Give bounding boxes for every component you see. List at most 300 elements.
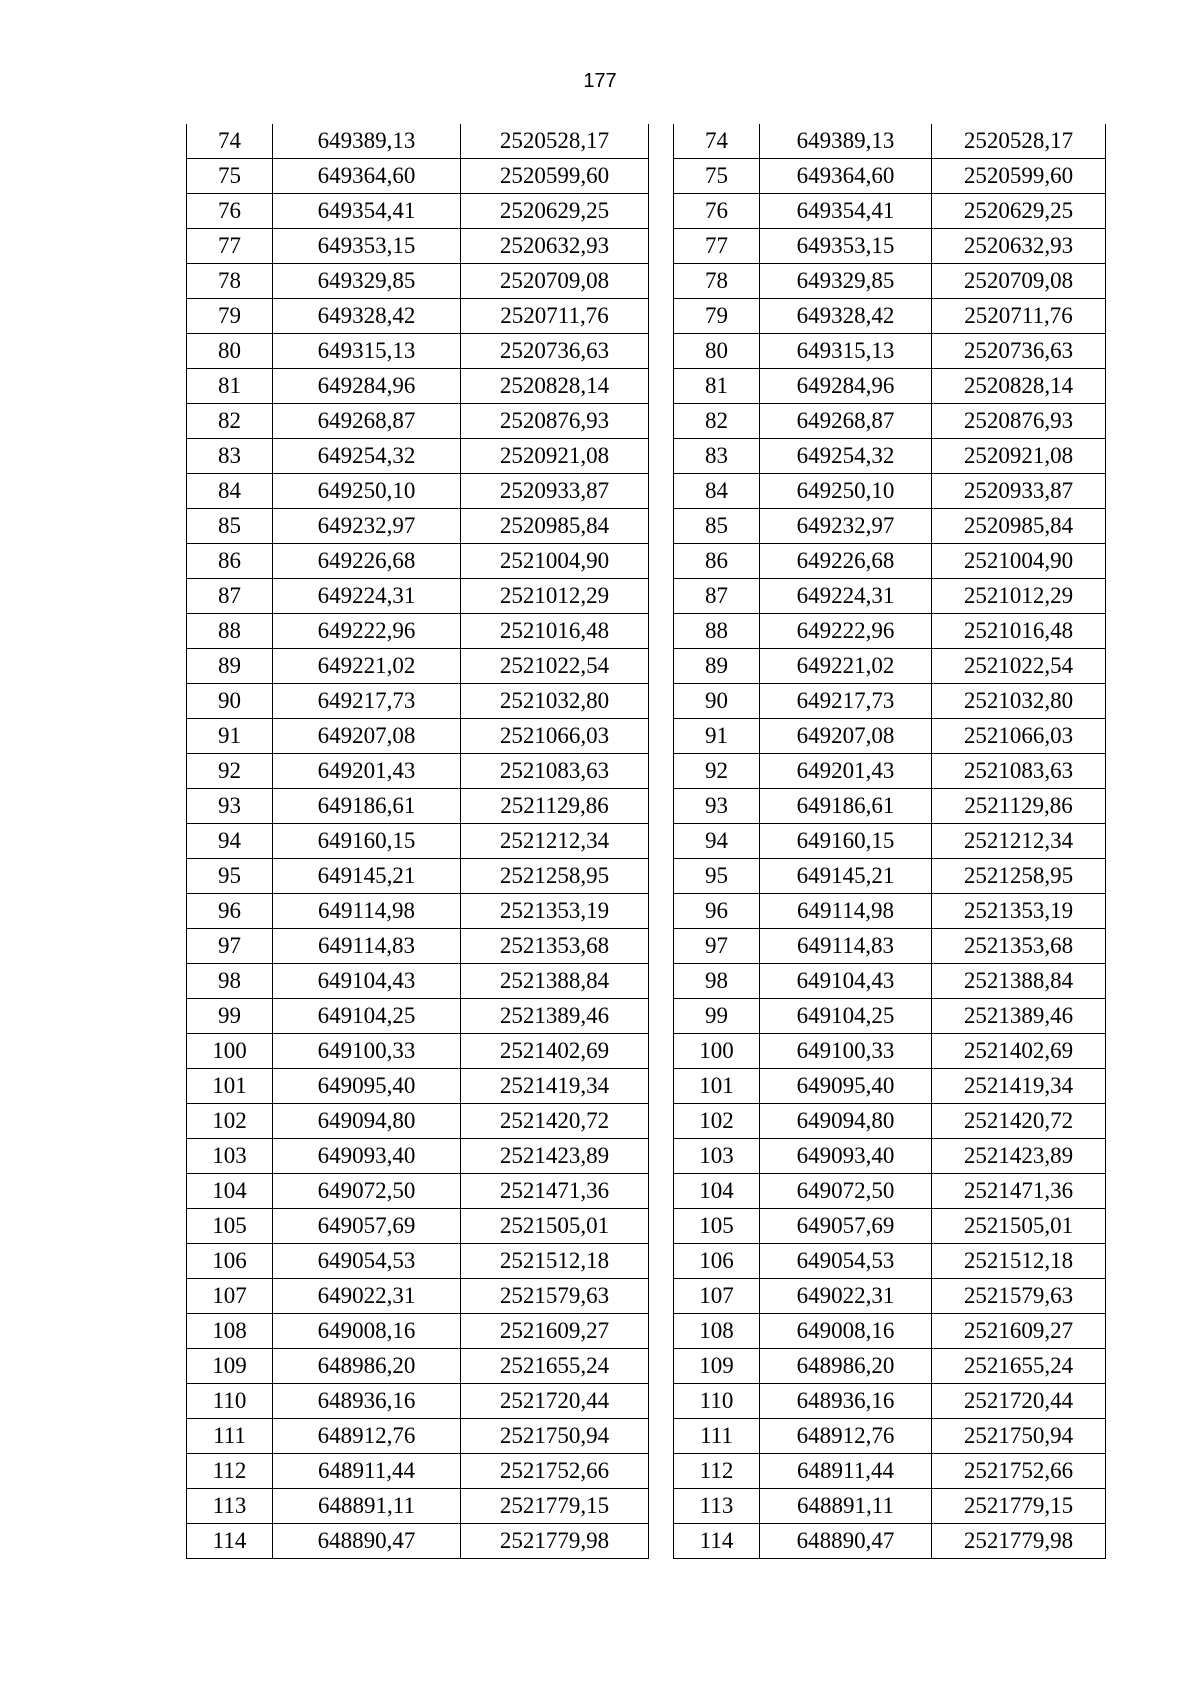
y-coordinate-cell: 2520933,87 [461, 474, 649, 509]
y-coordinate-cell: 2521389,46 [932, 999, 1106, 1034]
table-row [674, 159, 1106, 194]
point-number-cell: 113 [674, 1489, 760, 1524]
y-coordinate-cell: 2521779,15 [461, 1489, 649, 1524]
x-coordinate-cell: 648986,20 [760, 1349, 932, 1384]
y-coordinate-cell: 2520921,08 [461, 439, 649, 474]
x-coordinate-cell: 649217,73 [760, 684, 932, 719]
x-coordinate-cell: 649114,83 [760, 929, 932, 964]
table-row [187, 159, 649, 194]
x-coordinate-cell: 649186,61 [760, 789, 932, 824]
table-row [187, 544, 649, 579]
x-coordinate-cell: 649100,33 [760, 1034, 932, 1069]
y-coordinate-cell: 2521083,63 [932, 754, 1106, 789]
table-row [187, 1209, 649, 1244]
y-coordinate-cell: 2521022,54 [932, 649, 1106, 684]
y-coordinate-cell: 2521779,15 [932, 1489, 1106, 1524]
y-coordinate-cell: 2521388,84 [461, 964, 649, 999]
point-number-cell: 114 [187, 1524, 273, 1559]
table-row [187, 509, 649, 544]
point-number-cell: 95 [674, 859, 760, 894]
y-coordinate-cell: 2521066,03 [461, 719, 649, 754]
y-coordinate-cell: 2520711,76 [461, 299, 649, 334]
y-coordinate-cell: 2521083,63 [461, 754, 649, 789]
x-coordinate-cell: 648912,76 [760, 1419, 932, 1454]
point-number-cell: 97 [187, 929, 273, 964]
point-number-cell: 93 [187, 789, 273, 824]
table-row [674, 404, 1106, 439]
x-coordinate-cell: 649315,13 [760, 334, 932, 369]
table-row [187, 1104, 649, 1139]
x-coordinate-cell: 649226,68 [760, 544, 932, 579]
y-coordinate-cell: 2521212,34 [461, 824, 649, 859]
y-coordinate-cell: 2521402,69 [461, 1034, 649, 1069]
table-row [674, 859, 1106, 894]
y-coordinate-cell: 2520736,63 [461, 334, 649, 369]
table-row [674, 1489, 1106, 1524]
table-row [187, 754, 649, 789]
y-coordinate-cell: 2521419,34 [932, 1069, 1106, 1104]
y-coordinate-cell: 2521129,86 [932, 789, 1106, 824]
table-row [187, 824, 649, 859]
y-coordinate-cell: 2521212,34 [932, 824, 1106, 859]
table-row [187, 1489, 649, 1524]
x-coordinate-cell: 649354,41 [273, 194, 461, 229]
point-number-cell: 89 [187, 649, 273, 684]
x-coordinate-cell: 649389,13 [760, 124, 932, 159]
x-coordinate-cell: 649145,21 [273, 859, 461, 894]
y-coordinate-cell: 2520599,60 [461, 159, 649, 194]
x-coordinate-cell: 649224,31 [760, 579, 932, 614]
table-row [187, 1279, 649, 1314]
table-row [187, 124, 649, 159]
x-coordinate-cell: 649104,43 [273, 964, 461, 999]
point-number-cell: 94 [674, 824, 760, 859]
point-number-cell: 82 [674, 404, 760, 439]
table-row [187, 719, 649, 754]
x-coordinate-cell: 649114,98 [273, 894, 461, 929]
point-number-cell: 103 [187, 1139, 273, 1174]
table-row [674, 1349, 1106, 1384]
y-coordinate-cell: 2521512,18 [461, 1244, 649, 1279]
point-number-cell: 112 [674, 1454, 760, 1489]
point-number-cell: 76 [187, 194, 273, 229]
point-number-cell: 84 [187, 474, 273, 509]
point-number-cell: 75 [187, 159, 273, 194]
y-coordinate-cell: 2521655,24 [461, 1349, 649, 1384]
y-coordinate-cell: 2521353,68 [932, 929, 1106, 964]
table-row [674, 544, 1106, 579]
y-coordinate-cell: 2521579,63 [932, 1279, 1106, 1314]
point-number-cell: 78 [674, 264, 760, 299]
point-number-cell: 111 [187, 1419, 273, 1454]
y-coordinate-cell: 2521471,36 [461, 1174, 649, 1209]
point-number-cell: 107 [674, 1279, 760, 1314]
y-coordinate-cell: 2521012,29 [932, 579, 1106, 614]
y-coordinate-cell: 2521471,36 [932, 1174, 1106, 1209]
table-row [674, 509, 1106, 544]
y-coordinate-cell: 2521258,95 [932, 859, 1106, 894]
y-coordinate-cell: 2521032,80 [461, 684, 649, 719]
point-number-cell: 85 [187, 509, 273, 544]
table-row [674, 824, 1106, 859]
y-coordinate-cell: 2521779,98 [932, 1524, 1106, 1559]
y-coordinate-cell: 2520828,14 [461, 369, 649, 404]
table-row [187, 299, 649, 334]
point-number-cell: 104 [187, 1174, 273, 1209]
y-coordinate-cell: 2521353,19 [932, 894, 1106, 929]
point-number-cell: 104 [674, 1174, 760, 1209]
point-number-cell: 102 [187, 1104, 273, 1139]
y-coordinate-cell: 2520528,17 [461, 124, 649, 159]
table-row [674, 649, 1106, 684]
point-number-cell: 106 [187, 1244, 273, 1279]
point-number-cell: 81 [187, 369, 273, 404]
point-number-cell: 106 [674, 1244, 760, 1279]
point-number-cell: 114 [674, 1524, 760, 1559]
point-number-cell: 96 [674, 894, 760, 929]
y-coordinate-cell: 2521752,66 [932, 1454, 1106, 1489]
x-coordinate-cell: 649100,33 [273, 1034, 461, 1069]
x-coordinate-cell: 649353,15 [760, 229, 932, 264]
point-number-cell: 105 [187, 1209, 273, 1244]
y-coordinate-cell: 2521752,66 [461, 1454, 649, 1489]
x-coordinate-cell: 649114,83 [273, 929, 461, 964]
table-row [187, 1069, 649, 1104]
x-coordinate-cell: 649201,43 [760, 754, 932, 789]
point-number-cell: 109 [674, 1349, 760, 1384]
y-coordinate-cell: 2521004,90 [932, 544, 1106, 579]
point-number-cell: 90 [674, 684, 760, 719]
table-row [674, 439, 1106, 474]
x-coordinate-cell: 649328,42 [760, 299, 932, 334]
y-coordinate-cell: 2520632,93 [932, 229, 1106, 264]
x-coordinate-cell: 649221,02 [760, 649, 932, 684]
table-row [187, 614, 649, 649]
y-coordinate-cell: 2521129,86 [461, 789, 649, 824]
table-row [674, 1314, 1106, 1349]
point-number-cell: 98 [187, 964, 273, 999]
x-coordinate-cell: 649268,87 [273, 404, 461, 439]
y-coordinate-cell: 2521655,24 [932, 1349, 1106, 1384]
point-number-cell: 75 [674, 159, 760, 194]
x-coordinate-cell: 648891,11 [273, 1489, 461, 1524]
table-row [674, 1384, 1106, 1419]
point-number-cell: 79 [187, 299, 273, 334]
y-coordinate-cell: 2521012,29 [461, 579, 649, 614]
table-row [187, 474, 649, 509]
x-coordinate-cell: 649364,60 [760, 159, 932, 194]
table-row [674, 194, 1106, 229]
x-coordinate-cell: 648891,11 [760, 1489, 932, 1524]
table-row [674, 999, 1106, 1034]
table-row [187, 999, 649, 1034]
table-row [674, 1069, 1106, 1104]
x-coordinate-cell: 649095,40 [760, 1069, 932, 1104]
point-number-cell: 76 [674, 194, 760, 229]
coordinates-table-right [673, 124, 1106, 1559]
table-row [187, 229, 649, 264]
table-row [187, 929, 649, 964]
x-coordinate-cell: 649284,96 [273, 369, 461, 404]
table-body-right [674, 124, 1106, 1559]
table-row [674, 1034, 1106, 1069]
x-coordinate-cell: 649104,25 [760, 999, 932, 1034]
x-coordinate-cell: 649354,41 [760, 194, 932, 229]
x-coordinate-cell: 649093,40 [760, 1139, 932, 1174]
table-row [674, 229, 1106, 264]
x-coordinate-cell: 649226,68 [273, 544, 461, 579]
table-row [187, 894, 649, 929]
point-number-cell: 98 [674, 964, 760, 999]
table-row [674, 719, 1106, 754]
point-number-cell: 80 [674, 334, 760, 369]
table-row [187, 194, 649, 229]
y-coordinate-cell: 2521016,48 [932, 614, 1106, 649]
y-coordinate-cell: 2521720,44 [461, 1384, 649, 1419]
y-coordinate-cell: 2521420,72 [932, 1104, 1106, 1139]
x-coordinate-cell: 649364,60 [273, 159, 461, 194]
table-row [187, 439, 649, 474]
y-coordinate-cell: 2521353,19 [461, 894, 649, 929]
table-row [187, 334, 649, 369]
point-number-cell: 87 [187, 579, 273, 614]
x-coordinate-cell: 649207,08 [273, 719, 461, 754]
y-coordinate-cell: 2520921,08 [932, 439, 1106, 474]
table-row [674, 334, 1106, 369]
x-coordinate-cell: 649022,31 [760, 1279, 932, 1314]
y-coordinate-cell: 2521004,90 [461, 544, 649, 579]
x-coordinate-cell: 649022,31 [273, 1279, 461, 1314]
table-row [674, 894, 1106, 929]
y-coordinate-cell: 2520985,84 [461, 509, 649, 544]
table-row [187, 684, 649, 719]
point-number-cell: 105 [674, 1209, 760, 1244]
y-coordinate-cell: 2520599,60 [932, 159, 1106, 194]
x-coordinate-cell: 649224,31 [273, 579, 461, 614]
x-coordinate-cell: 649254,32 [273, 439, 461, 474]
point-number-cell: 101 [674, 1069, 760, 1104]
x-coordinate-cell: 649221,02 [273, 649, 461, 684]
table-row [674, 124, 1106, 159]
table-row [674, 754, 1106, 789]
table-row [187, 1419, 649, 1454]
y-coordinate-cell: 2520985,84 [932, 509, 1106, 544]
x-coordinate-cell: 649008,16 [273, 1314, 461, 1349]
page-number: 177 [583, 70, 617, 92]
y-coordinate-cell: 2521779,98 [461, 1524, 649, 1559]
y-coordinate-cell: 2521512,18 [932, 1244, 1106, 1279]
x-coordinate-cell: 649072,50 [760, 1174, 932, 1209]
point-number-cell: 96 [187, 894, 273, 929]
x-coordinate-cell: 648911,44 [760, 1454, 932, 1489]
point-number-cell: 111 [674, 1419, 760, 1454]
table-row [187, 404, 649, 439]
point-number-cell: 88 [187, 614, 273, 649]
point-number-cell: 102 [674, 1104, 760, 1139]
point-number-cell: 100 [187, 1034, 273, 1069]
x-coordinate-cell: 649093,40 [273, 1139, 461, 1174]
point-number-cell: 86 [187, 544, 273, 579]
y-coordinate-cell: 2521388,84 [932, 964, 1106, 999]
table-row [674, 789, 1106, 824]
table-row [187, 1139, 649, 1174]
point-number-cell: 77 [187, 229, 273, 264]
y-coordinate-cell: 2520632,93 [461, 229, 649, 264]
table-row [187, 1454, 649, 1489]
point-number-cell: 77 [674, 229, 760, 264]
y-coordinate-cell: 2520629,25 [932, 194, 1106, 229]
point-number-cell: 87 [674, 579, 760, 614]
table-row [674, 929, 1106, 964]
y-coordinate-cell: 2521609,27 [932, 1314, 1106, 1349]
x-coordinate-cell: 649217,73 [273, 684, 461, 719]
point-number-cell: 95 [187, 859, 273, 894]
x-coordinate-cell: 648890,47 [273, 1524, 461, 1559]
table-row [674, 614, 1106, 649]
y-coordinate-cell: 2521720,44 [932, 1384, 1106, 1419]
point-number-cell: 99 [187, 999, 273, 1034]
coordinates-table-left [186, 124, 649, 1559]
table-row [187, 789, 649, 824]
table-row [674, 579, 1106, 614]
y-coordinate-cell: 2520528,17 [932, 124, 1106, 159]
x-coordinate-cell: 649186,61 [273, 789, 461, 824]
x-coordinate-cell: 649095,40 [273, 1069, 461, 1104]
y-coordinate-cell: 2520709,08 [461, 264, 649, 299]
x-coordinate-cell: 649389,13 [273, 124, 461, 159]
y-coordinate-cell: 2521750,94 [461, 1419, 649, 1454]
x-coordinate-cell: 649072,50 [273, 1174, 461, 1209]
x-coordinate-cell: 649232,97 [760, 509, 932, 544]
x-coordinate-cell: 649104,25 [273, 999, 461, 1034]
x-coordinate-cell: 649054,53 [273, 1244, 461, 1279]
table-row [674, 1454, 1106, 1489]
point-number-cell: 94 [187, 824, 273, 859]
table-row [674, 299, 1106, 334]
y-coordinate-cell: 2520736,63 [932, 334, 1106, 369]
y-coordinate-cell: 2521579,63 [461, 1279, 649, 1314]
table-row [674, 1524, 1106, 1559]
x-coordinate-cell: 649160,15 [760, 824, 932, 859]
x-coordinate-cell: 649094,80 [273, 1104, 461, 1139]
x-coordinate-cell: 649315,13 [273, 334, 461, 369]
x-coordinate-cell: 649254,32 [760, 439, 932, 474]
x-coordinate-cell: 649353,15 [273, 229, 461, 264]
point-number-cell: 91 [187, 719, 273, 754]
y-coordinate-cell: 2520876,93 [932, 404, 1106, 439]
point-number-cell: 103 [674, 1139, 760, 1174]
point-number-cell: 78 [187, 264, 273, 299]
table-row [187, 579, 649, 614]
x-coordinate-cell: 649160,15 [273, 824, 461, 859]
y-coordinate-cell: 2521022,54 [461, 649, 649, 684]
table-row [674, 1279, 1106, 1314]
table-row [187, 1174, 649, 1209]
table-row [674, 1209, 1106, 1244]
point-number-cell: 80 [187, 334, 273, 369]
x-coordinate-cell: 649329,85 [760, 264, 932, 299]
table-row [187, 1034, 649, 1069]
x-coordinate-cell: 649057,69 [273, 1209, 461, 1244]
point-number-cell: 83 [187, 439, 273, 474]
point-number-cell: 100 [674, 1034, 760, 1069]
table-row [187, 1314, 649, 1349]
y-coordinate-cell: 2521505,01 [932, 1209, 1106, 1244]
table-row [187, 369, 649, 404]
point-number-cell: 99 [674, 999, 760, 1034]
x-coordinate-cell: 649201,43 [273, 754, 461, 789]
point-number-cell: 74 [187, 124, 273, 159]
y-coordinate-cell: 2521505,01 [461, 1209, 649, 1244]
x-coordinate-cell: 649057,69 [760, 1209, 932, 1244]
point-number-cell: 92 [187, 754, 273, 789]
point-number-cell: 79 [674, 299, 760, 334]
point-number-cell: 93 [674, 789, 760, 824]
table-row [674, 684, 1106, 719]
y-coordinate-cell: 2521419,34 [461, 1069, 649, 1104]
y-coordinate-cell: 2521423,89 [932, 1139, 1106, 1174]
y-coordinate-cell: 2521258,95 [461, 859, 649, 894]
y-coordinate-cell: 2521750,94 [932, 1419, 1106, 1454]
x-coordinate-cell: 649232,97 [273, 509, 461, 544]
y-coordinate-cell: 2520933,87 [932, 474, 1106, 509]
table-row [187, 1244, 649, 1279]
table-body-left [187, 124, 649, 1559]
x-coordinate-cell: 649222,96 [760, 614, 932, 649]
x-coordinate-cell: 648912,76 [273, 1419, 461, 1454]
y-coordinate-cell: 2520709,08 [932, 264, 1106, 299]
table-row [187, 264, 649, 299]
table-row [674, 1244, 1106, 1279]
x-coordinate-cell: 649094,80 [760, 1104, 932, 1139]
point-number-cell: 83 [674, 439, 760, 474]
x-coordinate-cell: 649250,10 [760, 474, 932, 509]
point-number-cell: 108 [674, 1314, 760, 1349]
x-coordinate-cell: 648936,16 [760, 1384, 932, 1419]
x-coordinate-cell: 649207,08 [760, 719, 932, 754]
table-row [674, 1174, 1106, 1209]
table-row [674, 1104, 1106, 1139]
y-coordinate-cell: 2521032,80 [932, 684, 1106, 719]
point-number-cell: 74 [674, 124, 760, 159]
point-number-cell: 86 [674, 544, 760, 579]
point-number-cell: 81 [674, 369, 760, 404]
x-coordinate-cell: 649268,87 [760, 404, 932, 439]
x-coordinate-cell: 649008,16 [760, 1314, 932, 1349]
x-coordinate-cell: 649104,43 [760, 964, 932, 999]
x-coordinate-cell: 649114,98 [760, 894, 932, 929]
y-coordinate-cell: 2521066,03 [932, 719, 1106, 754]
point-number-cell: 91 [674, 719, 760, 754]
point-number-cell: 112 [187, 1454, 273, 1489]
point-number-cell: 97 [674, 929, 760, 964]
x-coordinate-cell: 649328,42 [273, 299, 461, 334]
point-number-cell: 108 [187, 1314, 273, 1349]
x-coordinate-cell: 649145,21 [760, 859, 932, 894]
y-coordinate-cell: 2521353,68 [461, 929, 649, 964]
x-coordinate-cell: 649284,96 [760, 369, 932, 404]
x-coordinate-cell: 648890,47 [760, 1524, 932, 1559]
table-row [187, 859, 649, 894]
table-row [187, 649, 649, 684]
table-row [674, 964, 1106, 999]
point-number-cell: 107 [187, 1279, 273, 1314]
y-coordinate-cell: 2521389,46 [461, 999, 649, 1034]
x-coordinate-cell: 648936,16 [273, 1384, 461, 1419]
point-number-cell: 82 [187, 404, 273, 439]
y-coordinate-cell: 2520629,25 [461, 194, 649, 229]
table-row [674, 369, 1106, 404]
